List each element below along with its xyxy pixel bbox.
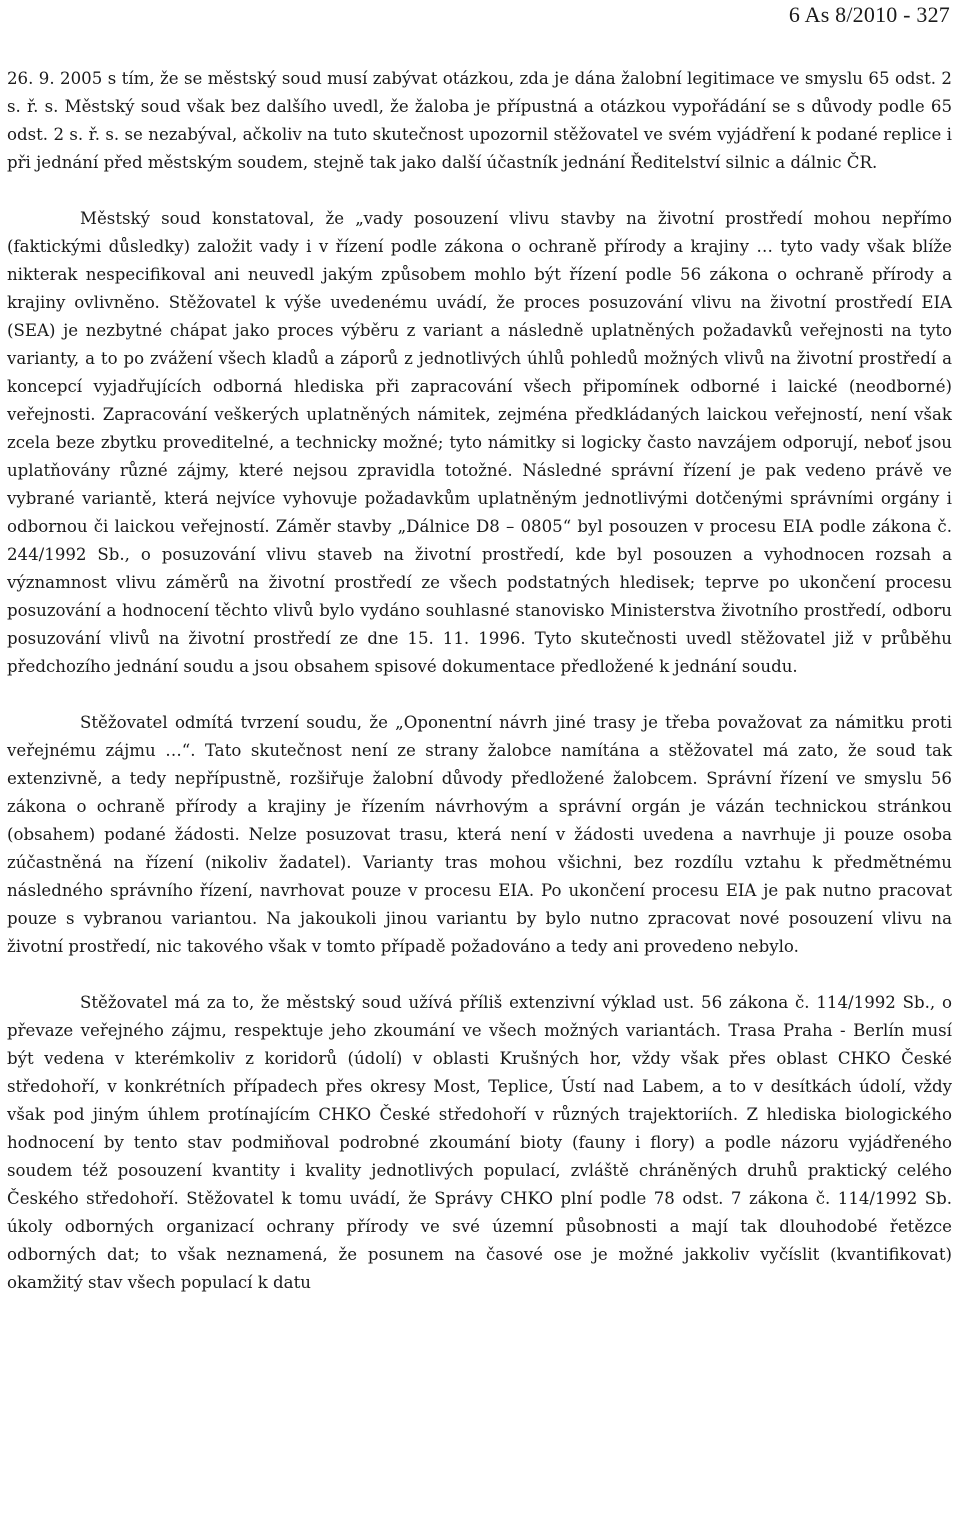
paragraph-2: Městský soud konstatoval, že „vady posouzení vlivu stavby na životní prostředí mohou nepřímo (faktickými důsledky) založit vady i v řízení podle zákona o ochraně přírody a krajiny … tyto vady však blíže nikterak nespecifikoval ani neuvedl jakým způsobem mohlo být řízení podle 56 zákona o ochraně přírody a krajiny ovlivněno. Stěžovatel k výše uvedenému uvádí, že proces posuzování vlivu na životní prostředí EIA (SEA) je nezbytné chápat jako proces výběru z variant a následně uplatněných požadavků veřejnosti na tyto varianty, a to po zvážení všech kladů a záporů z jednotlivých úhlů pohledů možných vlivů na životní prostředí a koncepcí vyjadřujících odborná hlediska při zapracování všech připomínek odborné i laické (neodborné) veřejnosti. Zapracování veškerých uplatněných námitek, zejména předkládaných laickou veřejností, není však zcela beze zbytku proveditelné, a technicky možné; tyto námitky si logicky často navzájem odporují, neboť jsou uplatňovány různé zájmy, které nejsou zpravidla totožné. Následné správní řízení je pak vedeno právě ve vybrané variantě, která nejvíce vyhovuje požadavkům uplatněným jednotlivými dotčenými správními orgány i odbornou či laickou veřejností. Záměr stavby „Dálnice D8 – 0805“ byl posouzen v procesu EIA podle zákona č. 244/1992 Sb., o posuzování vlivu staveb na životní prostředí, kde byl posouzen a vyhodnocen rozsah a významnost vlivu záměrů na životní prostředí ze všech podstatných hledisek; teprve po ukončení procesu posuzování a hodnocení těchto vlivů bylo vydáno souhlasné stanovisko Ministerstva životního prostředí, odboru posuzování vlivů na životní prostředí ze dne 15. 11. 1996. Tyto skutečnosti uvedl stěžovatel již v průběhu předchozího jednání soudu a jsou obsahem spisové dokumentace předložené k jednání soudu. (7, 209, 952, 676)
paragraph-gap (7, 681, 952, 709)
paragraph-1: 26. 9. 2005 s tím, že se městský soud musí zabývat otázkou, zda je dána žalobní legitimace ve smyslu 65 odst. 2 s. ř. s. Městský soud však bez dalšího uvedl, že žaloba je přípustná a otázkou vypořádání se s důvody podle 65 odst. 2 s. ř. s. se nezabýval, ačkoliv na tuto skutečnost upozornil stěžovatel ve svém vyjádření k podané replice i při jednání před městským soudem, stejně tak jako další účastník jednání Ředitelství silnic a dálnic ČR. (7, 69, 952, 172)
case-reference: 6 As 8/2010 - 327 (788, 2, 950, 27)
paragraph-gap (7, 177, 952, 205)
paragraph-gap (7, 961, 952, 989)
paragraph-4: Stěžovatel má za to, že městský soud užívá příliš extenzivní výklad ust. 56 zákona č. 114/1992 Sb., o převaze veřejného zájmu, respektuje jeho zkoumání ve všech možných variantách. Trasa Praha - Berlín musí být vedena v kterémkoliv z koridorů (údolí) v oblasti Krušných hor, vždy však přes oblast CHKO České středohoří, v konkrétních případech přes okresy Most, Teplice, Ústí nad Labem, a to v desítkách údolí, vždy však pod jiným úhlem protínajícím CHKO České středohoří v různých trajektoriích. Z hlediska biologického hodnocení by tento stav podmiňoval podrobné zkoumání bioty (fauny i flory) a podle názoru vyjádřeného soudem též posouzení kvantity i kvality jednotlivých populací, zvláště chráněných druhů praktický celého Českého středohoří. Stěžovatel k tomu uvádí, že Správy CHKO plní podle 78 odst. 7 zákona č. 114/1992 Sb. úkoly odborných organizací ochrany přírody ve své územní působnosti a mají tak dlouhodobé řetězce odborných dat; to však neznamená, že posunem na časové ose je možné jakkoliv vyčíslit (kvantifikovat) okamžitý stav všech populací k datu (7, 993, 952, 1292)
document-body (7, 65, 952, 1297)
paragraph-3: Stěžovatel odmítá tvrzení soudu, že „Oponentní návrh jiné trasy je třeba považovat za námitku proti veřejnému zájmu …“. Tato skutečnost není ze strany žalobce namítána a stěžovatel má zato, že soud tak extenzivně, a tedy nepřípustně, rozšiřuje žalobní důvody předložené žalobcem. Správní řízení ve smyslu 56 zákona o ochraně přírody a krajiny je řízením návrhovým a správní orgán je vázán technickou stránkou (obsahem) podané žádosti. Nelze posuzovat trasu, která není v žádosti uvedena a navrhuje ji pouze osoba zúčastněná na řízení (nikoliv žadatel). Varianty tras mohou všichni, bez rozdílu vztahu k předmětnému následného správního řízení, navrhovat pouze v procesu EIA. Po ukončení procesu EIA je pak nutno pracovat pouze s vybranou variantou. Na jakoukoli jinou variantu by bylo nutno zpracovat nové posouzení vlivu na životní prostředí, nic takového však v tomto případě požadováno a tedy ani provedeno nebylo. (7, 713, 952, 956)
